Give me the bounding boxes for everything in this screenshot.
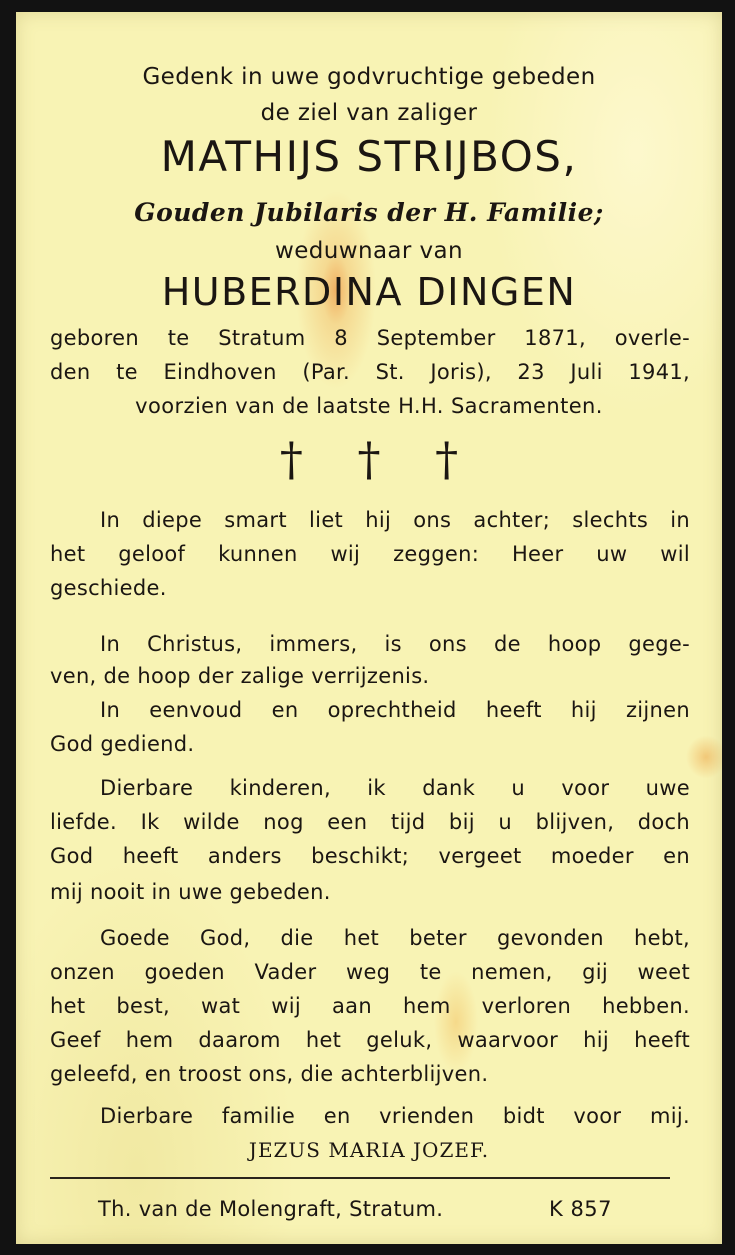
intro-line-1: Gedenk in uwe godvruchtige gebeden bbox=[142, 64, 596, 90]
closing-line: Dierbare familie en vrienden bidt voor mij. bbox=[100, 1104, 690, 1128]
paragraph-1-line-3: geschiede. bbox=[50, 576, 167, 600]
paragraph-5-line-2: onzen goeden Vader weg te nemen, gij weet bbox=[50, 960, 690, 984]
paragraph-5-line-3: het best, wat wij aan hem verloren hebben. bbox=[50, 994, 690, 1018]
invocation: JEZUS MARIA JOZEF. bbox=[248, 1138, 490, 1162]
biography-line-1: geboren te Stratum 8 September 1871, overle- bbox=[50, 326, 690, 350]
crosses-icon: † † † bbox=[279, 432, 479, 486]
paragraph-2-line-2: ven, de hoop der zalige verrijzenis. bbox=[50, 664, 430, 688]
intro-line-2: de ziel van zaliger bbox=[260, 100, 478, 126]
paragraph-4-line-1: Dierbare kinderen, ik dank u voor uwe bbox=[100, 776, 690, 800]
paragraph-2-line-1: In Christus, immers, is ons de hoop gege- bbox=[100, 632, 690, 656]
paragraph-3-line-1: In eenvoud en oprechtheid heeft hij zijnen bbox=[100, 698, 690, 722]
paragraph-1-line-2: het geloof kunnen wij zeggen: Heer uw wil bbox=[50, 542, 690, 566]
paragraph-5-line-4: Geef hem daarom het geluk, waarvoor hij heeft bbox=[50, 1028, 690, 1052]
paragraph-3-line-2: God gediend. bbox=[50, 732, 195, 756]
footer-divider bbox=[50, 1177, 670, 1179]
biography-line-2: den te Eindhoven (Par. St. Joris), 23 Juli 1941, bbox=[50, 360, 690, 384]
paragraph-4-line-2: liefde. Ik wilde nog een tijd bij u blijven, doch bbox=[50, 810, 690, 834]
prayer-card bbox=[16, 12, 722, 1244]
paragraph-5-line-1: Goede God, die het beter gevonden hebt, bbox=[100, 926, 690, 950]
card-code: K 857 bbox=[549, 1197, 613, 1221]
printer-credit: Th. van de Molengraft, Stratum. bbox=[98, 1197, 444, 1221]
paragraph-5-line-5: geleefd, en troost ons, die achterblijven. bbox=[50, 1062, 489, 1086]
spouse-name: HUBERDINA DINGEN bbox=[161, 270, 577, 314]
title-line: Gouden Jubilaris der H. Familie; bbox=[134, 198, 604, 227]
paragraph-4-line-4: mij nooit in uwe gebeden. bbox=[50, 880, 331, 904]
paragraph-4-line-3: God heeft anders beschikt; vergeet moeder en bbox=[50, 844, 690, 868]
deceased-name: MATHIJS STRIJBOS, bbox=[160, 132, 578, 181]
widower-of: weduwnaar van bbox=[275, 238, 463, 264]
biography-line-3: voorzien van de laatste H.H. Sacramenten. bbox=[135, 394, 603, 418]
paragraph-1-line-1: In diepe smart liet hij ons achter; slechts in bbox=[100, 508, 690, 532]
